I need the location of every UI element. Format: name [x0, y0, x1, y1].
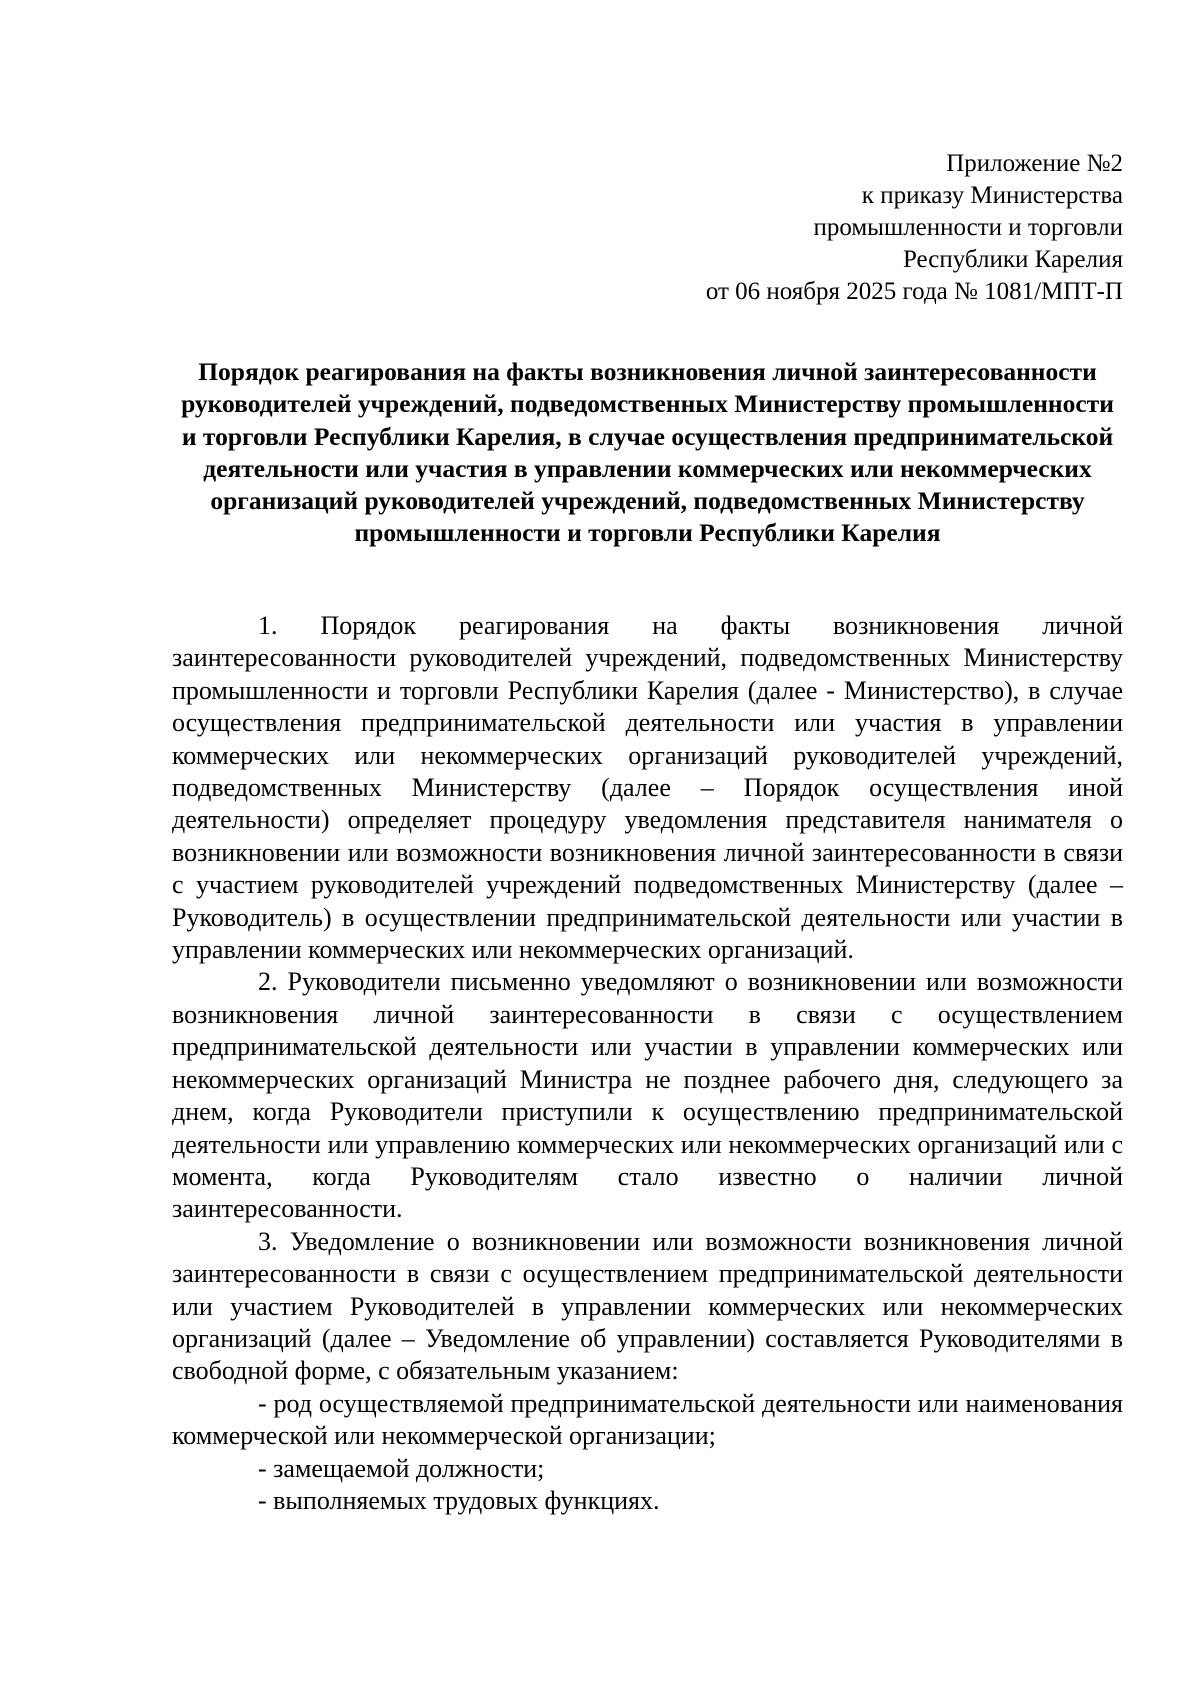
paragraph-1: 1. Порядок реагирования на факты возникновения личной заинтересованности руководителей учреждений, подведомственных Министерству промышленности и торговли Республики Карелия (далее - Министерство), в случае осуществления предпринимательской деятельности или участия в управлении коммерческих или некоммерческих организаций руководителей учреждений, подведомственных Министерству (далее – Порядок осуществления иной деятельности) определяет процедуру уведомления представителя нанимателя о возникновении или возможности возникновения личной заинтересованности в связи с участием руководителей учреждений подведомственных Министерству (далее – Руководитель) в осуществлении предпринимательской деятельности или участии в управлении коммерческих или некоммерческих организаций.: [172, 611, 1123, 965]
document-title: Порядок реагирования на факты возникновения личной заинтересованности руководителей учреждений, подведомственных Министерству промышленности и торговли Республики Карелия, в случае осуществления предпринимательской деятельности или участия в управлении коммерческих или некоммерческих организаций руководителей учреждений, подведомственных Министерству промышленности и торговли Республики Карелия: [181, 357, 1114, 548]
appendix-number: Приложение №2: [946, 150, 1123, 177]
list-item: - род осуществляемой предпринимательской деятельности или наименования коммерческой или некоммерческой организации;: [172, 1388, 1123, 1451]
appendix-order-ref: к приказу Министерства: [861, 182, 1123, 209]
appendix-header: [706, 148, 1123, 308]
paragraph-2: 2. Руководители письменно уведомляют о возникновении или возможности возникновения личной заинтересованности в связи с осуществлением предпринимательской деятельности или участии в управлении коммерческих или некоммерческих организаций Министра не позднее рабочего дня, следующего за днем, когда Руководители приступили к осуществлению предпринимательской деятельности или управлению коммерческих или некоммерческих организаций или с момента, когда Руководителям стало известно о наличии личной заинтересованности.: [172, 967, 1123, 1224]
list-item: - замещаемой должности;: [258, 1453, 545, 1483]
appendix-date: от 06 ноября 2025 года № 1081/МПТ-П: [705, 278, 1123, 305]
list-item: - выполняемых трудовых функциях.: [258, 1485, 660, 1515]
appendix-republic: Республики Карелия: [902, 246, 1123, 273]
paragraph-3: 3. Уведомление о возникновении или возможности возникновения личной заинтересованности в связи с осуществлением предпринимательской деятельности или участием Руководителей в управлении коммерческих или некоммерческих организаций (далее – Уведомление об управлении) составляется Руководителями в свободной форме, с обязательным указанием:: [172, 1226, 1123, 1386]
appendix-ministry: промышленности и торговли: [813, 214, 1123, 241]
document-body: [172, 610, 1123, 1517]
